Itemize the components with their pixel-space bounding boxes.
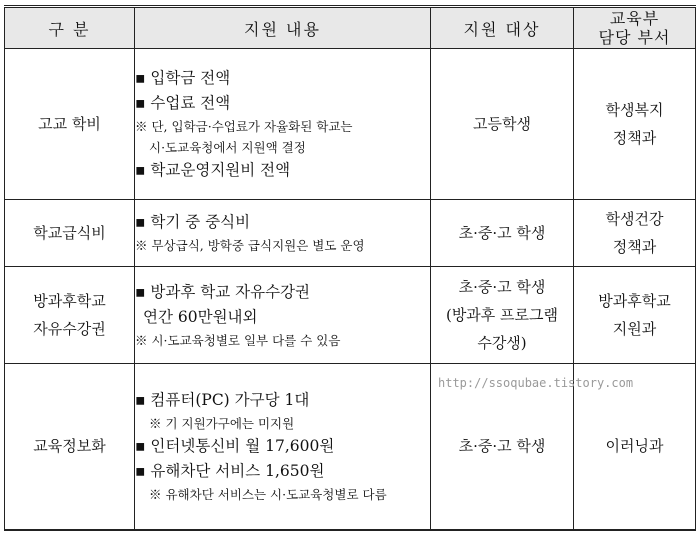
header-dept-line2: 담당 부서 [598,28,671,47]
row-category: 고교 학비 [5,49,135,200]
list-item: ▪ 방과후 학교 자유수강권 [135,282,311,301]
header-content: 지원 내용 [135,7,431,49]
dept-line: 방과후학교 [598,292,671,310]
header-category: 구 분 [5,7,135,49]
list-item: ▪ 입학금 전액 [135,68,231,87]
row-dept [574,49,696,200]
dept-line: 지원과 [612,320,657,338]
row-content [135,200,431,267]
table-row [5,49,696,200]
table-row [5,200,696,267]
row-category: 교육정보화 [5,364,135,530]
dept-line: 학생복지 [605,101,664,119]
list-item: ▪ 인터넷통신비 월 17,600원 [135,436,335,455]
note-item: ※ 무상급식, 방학중 급식지원은 별도 운영 [135,238,365,253]
row-content [135,364,431,530]
list-item: 연간 60만원내외 [143,307,258,326]
category-line: 방과후학교 [33,292,106,310]
dept-line: 정책과 [612,238,657,256]
target-line: 수강생) [477,334,527,352]
row-dept: 이러닝과 [574,364,696,530]
target-line: (방과후 프로그램 [445,306,559,324]
watermark-text: http://ssoqubae.tistory.com [438,376,634,390]
support-table [4,5,696,531]
list-item: ▪ 유해차단 서비스 1,650원 [135,461,325,480]
row-category [5,267,135,364]
row-category: 학교급식비 [5,200,135,267]
list-item: ▪ 컴퓨터(PC) 가구당 1대 [135,390,310,409]
table-row [5,267,696,364]
row-target: 초·중·고 학생 [431,364,574,530]
row-content [135,267,431,364]
list-item: ▪ 학기 중 중식비 [135,213,251,231]
note-item: ※ 기 지원가구에는 미지원 [149,415,295,431]
header-target: 지원 대상 [431,7,574,49]
dept-line: 학생건강 [605,210,664,228]
header-dept-line1: 교육부 [609,9,660,28]
target-line: 초·중·고 학생 [458,278,546,296]
table-header-row [5,7,696,49]
list-item: ▪ 학교운영지원비 전액 [135,160,291,179]
note-item: 시·도교육청에서 지원액 결정 [149,139,306,155]
row-target: 초·중·고 학생 [431,200,574,267]
row-target: 고등학생 [431,49,574,200]
note-item: ※ 시·도교육청별로 일부 다를 수 있음 [135,332,341,348]
dept-line: 정책과 [612,129,657,147]
category-line: 자유수강권 [33,320,106,338]
header-dept [574,7,696,49]
row-dept [574,200,696,267]
row-dept [574,267,696,364]
note-item: ※ 단, 입학금·수업료가 자율화된 학교는 [135,118,353,134]
list-item: ▪ 수업료 전액 [135,93,231,112]
row-content [135,49,431,200]
row-target [431,267,574,364]
note-item: ※ 유해차단 서비스는 시·도교육청별로 다름 [149,486,387,502]
